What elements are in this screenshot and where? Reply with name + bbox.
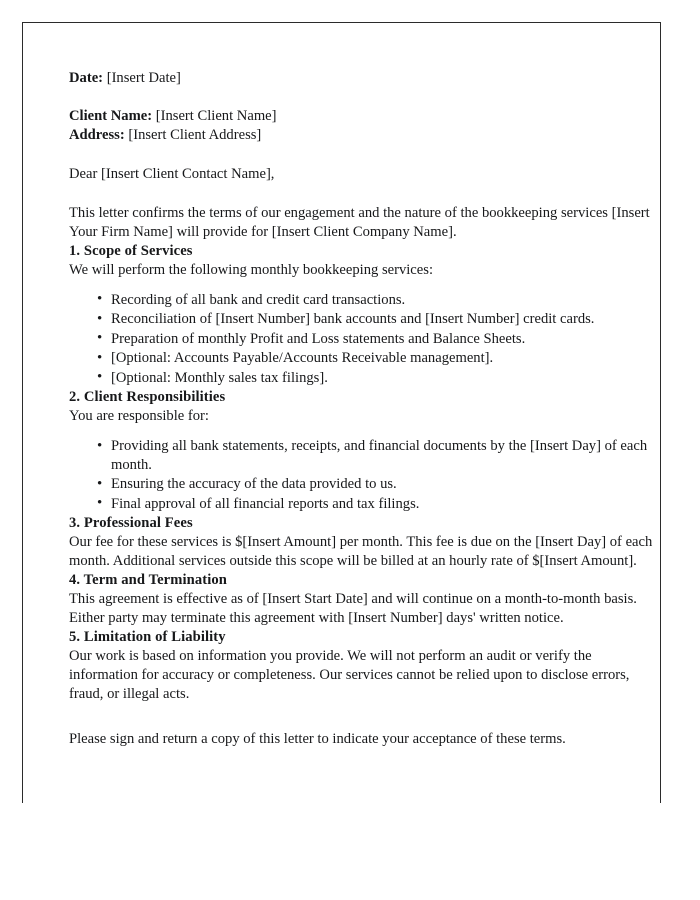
- list-item: • Final approval of all financial reports and tax filings.: [69, 495, 655, 514]
- section-body-3: Our fee for these services is $[Insert Amount] per month. This fee is due on the [Insert Day] of each month. Additional services outside this scope will be billed at an hourly rate of $[Insert Amount].: [69, 534, 653, 570]
- section-body-5: Our work is based on information you provide. We will not perform an audit or verify the information for accuracy or completeness. Our services cannot be relied upon to disclose errors, fraud, or illegal acts.: [69, 648, 630, 703]
- date-line: [69, 69, 655, 88]
- client-name-value: [Insert Client Name]: [155, 107, 277, 124]
- section-bullets-1: [69, 291, 655, 388]
- client-block: [69, 107, 655, 145]
- list-item: • [Optional: Accounts Payable/Accounts Receivable management].: [69, 349, 655, 368]
- section-heading-2: 2. Client Responsibilities: [69, 389, 226, 406]
- address-label: Address:: [69, 126, 125, 143]
- list-item: • Recording of all bank and credit card transactions.: [69, 291, 655, 310]
- section-intro-1: We will perform the following monthly bookkeeping services:: [69, 261, 433, 278]
- section-intro-2: You are responsible for:: [69, 408, 209, 425]
- list-item: • Providing all bank statements, receipts, and financial documents by the [Insert Day] of each month.: [69, 437, 655, 475]
- section-heading-4: 4. Term and Termination: [69, 572, 227, 589]
- section-heading-3: 3. Professional Fees: [69, 515, 193, 532]
- date-value: [Insert Date]: [106, 70, 181, 86]
- list-item: • [Optional: Monthly sales tax filings].: [69, 369, 655, 388]
- list-item: • Preparation of monthly Profit and Loss statements and Balance Sheets.: [69, 330, 655, 349]
- salutation: Dear [Insert Client Contact Name],: [69, 165, 275, 182]
- section-heading-1: 1. Scope of Services: [69, 242, 193, 259]
- address-value: [Insert Client Address]: [128, 126, 262, 143]
- section-body-4: This agreement is effective as of [Insert Start Date] and will continue on a month-to-month basis. Either party may terminate this agreement with [Insert Number] days' written notice.: [69, 591, 637, 627]
- list-item: • Ensuring the accuracy of the data provided to us.: [69, 475, 655, 494]
- client-name-label: Client Name:: [69, 107, 153, 124]
- client-address-line: [69, 126, 655, 145]
- date-label: Date:: [69, 70, 104, 86]
- client-name-line: [69, 107, 655, 126]
- section-bullets-2: [69, 437, 655, 514]
- section-heading-5: 5. Limitation of Liability: [69, 629, 226, 646]
- list-item: • Reconciliation of [Insert Number] bank accounts and [Insert Number] credit cards.: [69, 310, 655, 329]
- document-page-frame: [22, 22, 661, 803]
- intro-paragraph: This letter confirms the terms of our engagement and the nature of the bookkeeping services [Insert Your Firm Name] will provide for [Insert Client Company Name].: [69, 204, 650, 240]
- document-body: [69, 63, 655, 749]
- closing-paragraph: Please sign and return a copy of this letter to indicate your acceptance of these terms.: [69, 731, 566, 748]
